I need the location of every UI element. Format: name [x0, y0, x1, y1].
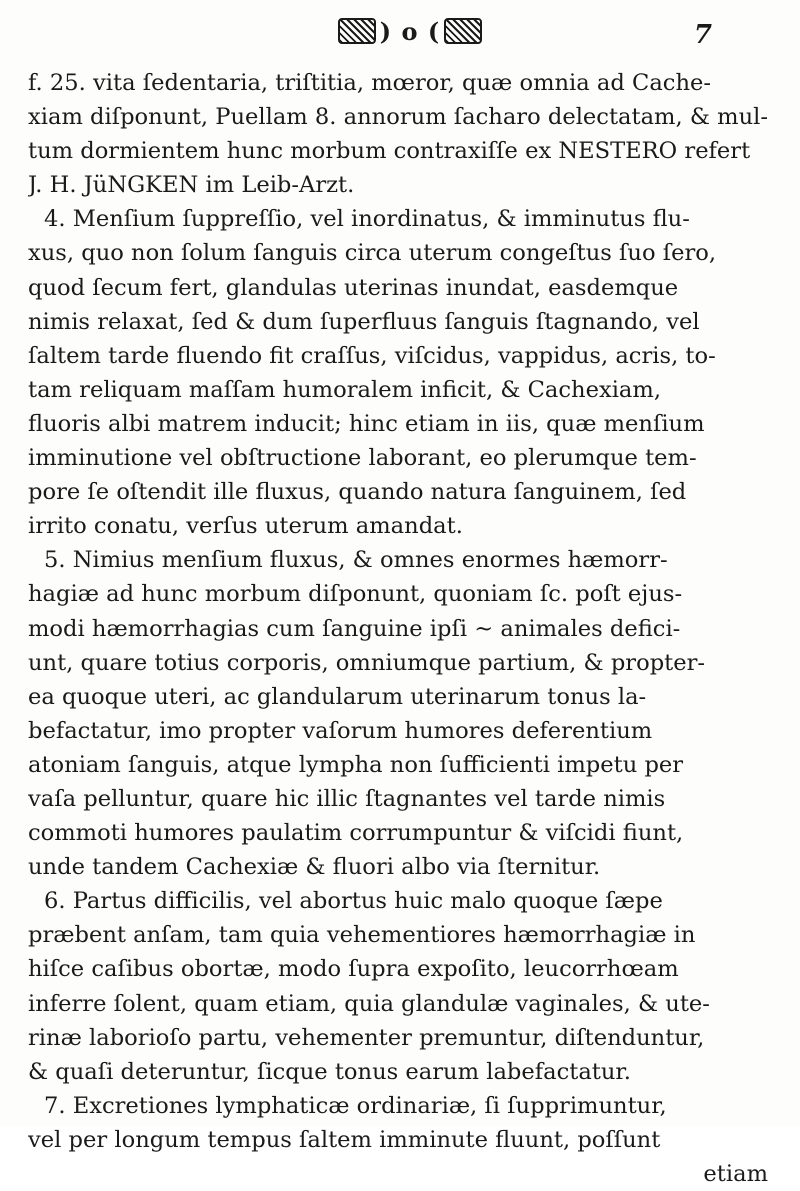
ornament-center: ) o ( [379, 16, 441, 46]
text-line: fluoris albi matrem inducit; hinc etiam in iis, quæ menſium [28, 410, 705, 437]
text-line: modi hæmorrhagias cum ſanguine ipſi ~ animales defici- [28, 615, 681, 642]
text-line: præbent anſam, tam quia vehementiores hæmorrhagiæ in [28, 922, 696, 949]
text-line: pore ſe oſtendit ille fluxus, quando natura ſanguinem, ſed [28, 479, 687, 506]
text-line: f. 25. vita ſedentaria, triſtitia, mœror, quæ omnia ad Cache- [28, 70, 712, 96]
text-line: rinæ laborioſo partu, vehementer premuntur, diſtenduntur, [28, 1024, 705, 1051]
ornament-left-icon [338, 18, 376, 44]
text-line: ſaltem tarde fluendo fit craſſus, viſcidus, vappidus, acris, to- [28, 342, 716, 369]
text-line: imminutione vel obſtructione laborant, eo plerumque tem- [28, 445, 697, 472]
text-line: 4. Menſium ſuppreſſio, vel inordinatus, & imminutus flu- [44, 206, 690, 233]
text-line: xiam diſponunt, Puellam 8. annorum ſacharo delectatam, & mul- [28, 104, 768, 131]
page-header [0, 14, 800, 54]
ornament-right-icon [444, 18, 482, 44]
text-line: 7. Excretiones lymphaticæ ordinariæ, ſi ſupprimuntur, [44, 1092, 667, 1119]
text-line: ea quoque uteri, ac glandularum uterinarum tonus la- [28, 683, 647, 710]
text-line: xus, quo non ſolum ſanguis circa uterum congeſtus ſuo ſero, [28, 240, 717, 267]
header-ornament [330, 14, 490, 48]
text-line: quod ſecum fert, glandulas uterinas inundat, easdemque [28, 274, 679, 301]
catchword: etiam [703, 1161, 768, 1187]
body-text [28, 66, 780, 1191]
text-line: befactatur, imo propter vaſorum humores deferentium [28, 717, 653, 744]
text-line: hagiæ ad hunc morbum diſponunt, quoniam ſc. poſt ejus- [28, 581, 683, 608]
text-line: unt, quare totius corporis, omniumque partium, & propter- [28, 649, 706, 676]
page-number: 7 [693, 20, 712, 50]
text-line: nimis relaxat, ſed & dum ſuperfluus ſanguis ſtagnando, vel [28, 308, 700, 335]
text-line: J. H. JüNGKEN im Leib-Arzt. [28, 172, 355, 199]
text-line: vel per longum tempus ſaltem imminute fluunt, poſſunt [28, 1126, 661, 1153]
text-line: tam reliquam maſſam humoralem inficit, & Cachexiam, [28, 376, 662, 403]
text-line: hiſce caſibus obortæ, modo ſupra expoſito, leucorrhœam [28, 956, 679, 983]
text-line: & quaſi deteruntur, ſicque tonus earum labefactatur. [28, 1058, 631, 1085]
text-line: 5. Nimius menſium fluxus, & omnes enormes hæmorr- [44, 547, 668, 574]
text-line: vaſa pelluntur, quare hic illic ſtagnantes vel tarde nimis [28, 785, 666, 812]
text-line: commoti humores paulatim corrumpuntur & viſcidi fiunt, [28, 820, 684, 847]
text-line: 6. Partus difficilis, vel abortus huic malo quoque ſæpe [44, 888, 663, 915]
text-line: inferre ſolent, quam etiam, quia glandulæ vaginales, & ute- [28, 990, 710, 1017]
text-line: unde tandem Cachexiæ & fluori albo via ſternitur. [28, 854, 601, 881]
text-line: atoniam ſanguis, atque lympha non ſufficienti impetu per [28, 751, 684, 778]
text-line: tum dormientem hunc morbum contraxiſſe ex NESTERO refert [28, 138, 751, 165]
text-line: irrito conatu, verſus uterum amandat. [28, 513, 463, 540]
